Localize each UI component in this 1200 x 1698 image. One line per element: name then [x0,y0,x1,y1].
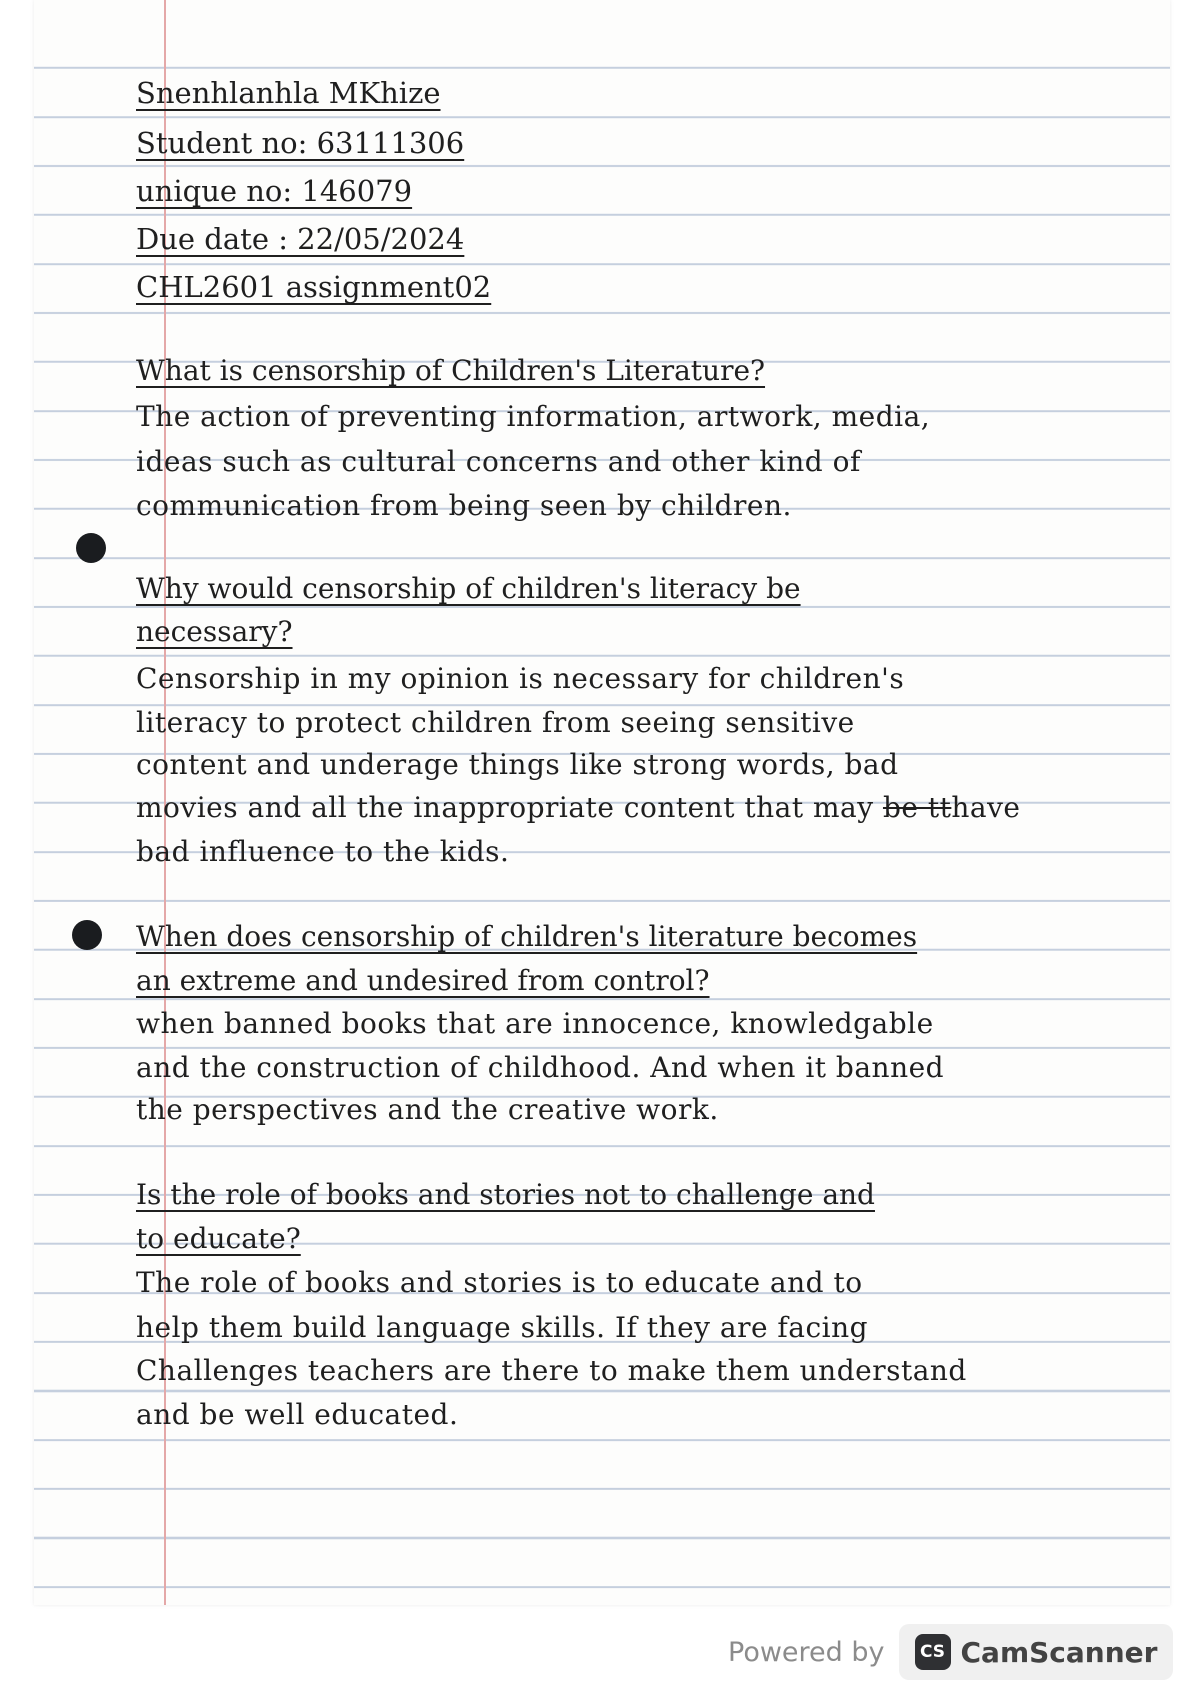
question-3-line-2: an extreme and undesired from control? [136,964,710,997]
answer-4-line-2: help them build language skills. If they are facing [136,1311,869,1344]
due-date: Due date : 22/05/2024 [136,222,465,256]
camscanner-badge [899,1624,1174,1680]
punch-hole-1 [76,533,106,563]
answer-1-line-1: The action of preventing information, artwork, media, [136,400,931,433]
question-2-line-2: necessary? [136,615,293,648]
answer-2-line-4-text: movies and all the inappropriate content that may [136,791,883,824]
answer-3-line-1: when banned books that are innocence, knowledgable [136,1007,934,1040]
answer-3-line-2: and the construction of childhood. And when it banned [136,1051,945,1084]
answer-2-line-5: bad influence to the kids. [136,835,510,868]
answer-1-line-3: communication from being seen by children. [136,489,792,522]
unique-number: unique no: 146079 [136,174,413,208]
question-4-line-2: to educate? [136,1222,301,1255]
answer-4-line-1: The role of books and stories is to educate and to [136,1266,863,1299]
question-1-line-1: What is censorship of Children's Literature? [136,354,766,387]
assignment-code: CHL2601 assignment02 [136,270,492,304]
camscanner-watermark [728,1622,1178,1682]
answer-2-line-4-tail: have [951,791,1021,824]
punch-hole-2 [72,920,102,950]
powered-by-text: Powered by [728,1636,885,1668]
answer-2-line-4 [136,791,1126,824]
question-3-line-1: When does censorship of children's literature becomes [136,920,918,953]
camscanner-logo-icon: CS [915,1634,951,1670]
answer-3-line-3: the perspectives and the creative work. [136,1093,719,1126]
answer-4-line-3: Challenges teachers are there to make them understand [136,1354,967,1387]
answer-1-line-2: ideas such as cultural concerns and other kind of [136,445,861,478]
crossed-out-text: be tt [882,791,952,824]
question-4-line-1: Is the role of books and stories not to challenge and [136,1178,875,1211]
answer-2-line-1: Censorship in my opinion is necessary for children's [136,662,905,695]
camscanner-name: CamScanner [960,1635,1158,1669]
answer-2-line-2: literacy to protect children from seeing sensitive [136,706,855,739]
answer-2-line-3: content and underage things like strong words, bad [136,748,899,781]
student-number: Student no: 63111306 [136,126,465,160]
student-name: Snenhlanhla MKhize [136,76,441,110]
answer-4-line-4: and be well educated. [136,1398,459,1431]
question-2-line-1: Why would censorship of children's literacy be [136,572,801,605]
